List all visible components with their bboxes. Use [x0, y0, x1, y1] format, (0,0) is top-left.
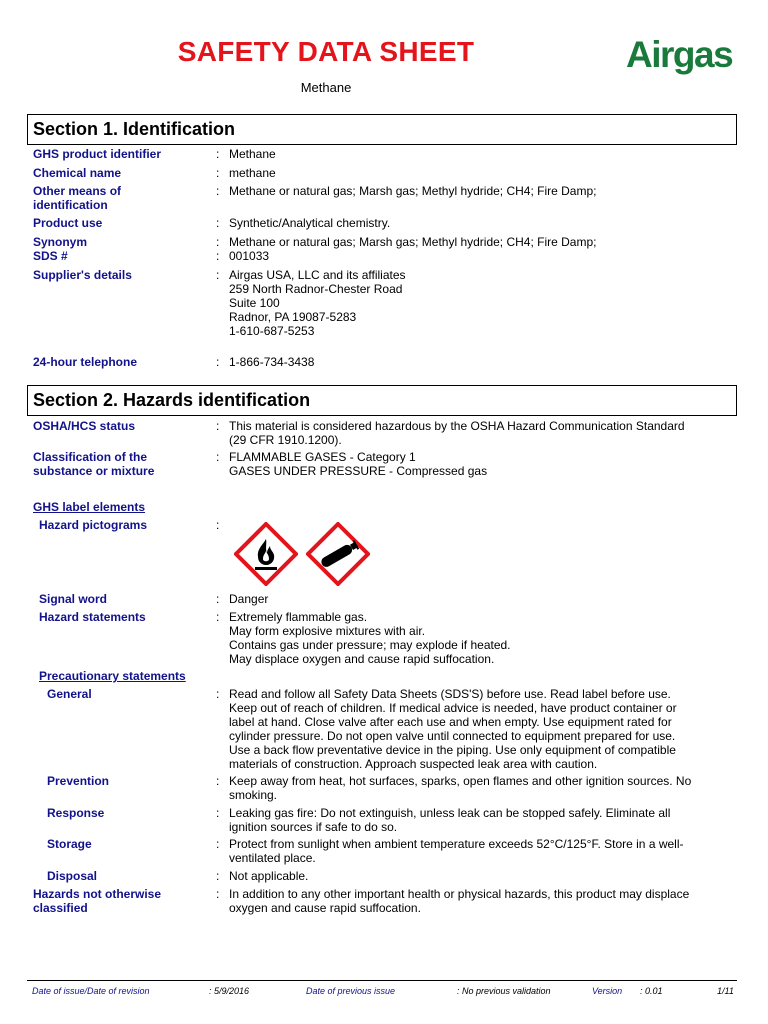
row-label: Prevention: [47, 774, 110, 788]
colon: :: [216, 610, 220, 624]
row-value: 001033: [229, 249, 270, 263]
value-line: Keep out of reach of children. If medical advice is needed, have product container or: [229, 701, 677, 715]
row-label: Signal word: [39, 592, 108, 606]
colon: :: [216, 147, 220, 161]
supplier-line: Airgas USA, LLC and its affiliates: [229, 268, 406, 282]
issue-date-value: : 5/9/2016: [209, 986, 250, 996]
row-label: Product use: [33, 216, 103, 230]
row-value: Synthetic/Analytical chemistry.: [229, 216, 391, 230]
value-line: smoking.: [229, 788, 278, 802]
supplier-line: Suite 100: [229, 296, 280, 310]
row-value: Danger: [229, 592, 269, 606]
colon: :: [216, 166, 220, 180]
value-line: oxygen and cause rapid suffocation.: [229, 901, 421, 915]
row-label: Disposal: [47, 869, 98, 883]
row-value: [229, 774, 739, 802]
flame-pictogram-icon: [234, 522, 298, 586]
value-line: In addition to any other important health or physical hazards, this product may displace: [229, 887, 690, 901]
colon: :: [216, 235, 220, 249]
value-line: Contains gas under pressure; may explode if heated.: [229, 638, 511, 652]
version-label: Version: [592, 986, 623, 996]
page-footer: [27, 980, 737, 997]
colon: :: [216, 216, 220, 230]
value-line: ignition sources if safe to do so.: [229, 820, 398, 834]
row-value: 1-866-734-3438: [229, 355, 315, 369]
row-value: [229, 806, 739, 834]
colon: :: [216, 249, 220, 263]
value-line: This material is considered hazardous by the OSHA Hazard Communication Standard: [229, 419, 685, 433]
section-1-heading: Section 1. Identification: [27, 114, 737, 145]
row-label: [33, 887, 213, 915]
row-value: [229, 687, 739, 771]
row-value: Methane or natural gas; Marsh gas; Methyl hydride; CH4; Fire Damp;: [229, 235, 597, 249]
row-label: OSHA/HCS status: [33, 419, 136, 433]
colon: :: [216, 869, 220, 883]
value-line: label at hand. Close valve after each use and when empty. Use equipment rated for: [229, 715, 672, 729]
version-value: : 0.01: [640, 986, 663, 996]
row-label: Chemical name: [33, 166, 122, 180]
page-number: 1/11: [717, 986, 734, 996]
row-label: Hazard pictograms: [39, 518, 148, 532]
row-value: Not applicable.: [229, 869, 309, 883]
row-label: Synonym: [33, 235, 88, 249]
value-line: May form explosive mixtures with air.: [229, 624, 426, 638]
colon: :: [216, 419, 220, 433]
subsection-label: Precautionary statements: [39, 669, 186, 683]
value-line: Extremely flammable gas.: [229, 610, 368, 624]
document-title: SAFETY DATA SHEET: [177, 36, 475, 67]
row-value: [229, 887, 739, 915]
label-line: substance or mixture: [33, 464, 155, 478]
colon: :: [216, 518, 220, 532]
label-line: Hazards not otherwise: [33, 887, 162, 901]
row-label: Hazard statements: [39, 610, 146, 624]
previous-issue-label: Date of previous issue: [306, 986, 396, 996]
gas-cylinder-pictogram-icon: [306, 522, 370, 586]
value-line: FLAMMABLE GASES - Category 1: [229, 450, 416, 464]
row-label: 24-hour telephone: [33, 355, 138, 369]
value-line: cylinder pressure. Do not open valve until connected to equipment prepared for use.: [229, 729, 676, 743]
value-line: Protect from sunlight when ambient temperature exceeds 52°C/125°F. Store in a well-: [229, 837, 684, 851]
row-value: [229, 268, 739, 338]
subsection-label: GHS label elements: [33, 500, 146, 514]
row-label: SDS #: [33, 249, 68, 263]
value-line: GASES UNDER PRESSURE - Compressed gas: [229, 464, 488, 478]
supplier-line: 1-610-687-5253: [229, 324, 315, 338]
row-value: [229, 419, 739, 447]
supplier-line: Radnor, PA 19087-5283: [229, 310, 357, 324]
colon: :: [216, 592, 220, 606]
product-name: Methane: [300, 80, 352, 95]
row-label: General: [47, 687, 92, 701]
row-value: [229, 837, 739, 865]
value-line: May displace oxygen and cause rapid suffocation.: [229, 652, 495, 666]
section-2-heading: Section 2. Hazards identification: [27, 385, 737, 416]
colon: :: [216, 887, 220, 901]
value-line: Read and follow all Safety Data Sheets (SDS'S) before use. Read label before use.: [229, 687, 671, 701]
row-value: [229, 610, 739, 666]
colon: :: [216, 806, 220, 820]
issue-date-label: Date of issue/Date of revision: [32, 986, 150, 996]
value-line: (29 CFR 1910.1200).: [229, 433, 342, 447]
colon: :: [216, 774, 220, 788]
value-line: materials of construction. Approach suspected leak area with caution.: [229, 757, 598, 771]
colon: :: [216, 687, 220, 701]
value-line: Leaking gas fire: Do not extinguish, unless leak can be stopped safely. Eliminate all: [229, 806, 671, 820]
value-line: Use a back flow preventative device in the piping. Use only equipment of compatible: [229, 743, 676, 757]
value-line: ventilated place.: [229, 851, 316, 865]
row-label: Storage: [47, 837, 92, 851]
value-line: Keep away from heat, hot surfaces, sparks, open flames and other ignition sources. No: [229, 774, 692, 788]
row-value: Methane: [229, 147, 276, 161]
colon: :: [216, 450, 220, 464]
row-label: [33, 450, 213, 478]
airgas-logo: Airgas: [626, 34, 733, 75]
row-label: Other means of identification: [33, 184, 122, 212]
row-label: GHS product identifier: [33, 147, 162, 161]
previous-issue-value: : No previous validation: [457, 986, 551, 996]
row-value: methane: [229, 166, 276, 180]
colon: :: [216, 355, 220, 369]
row-label: Supplier's details: [33, 268, 132, 282]
colon: :: [216, 184, 220, 198]
row-value: [229, 450, 739, 478]
supplier-line: 259 North Radnor-Chester Road: [229, 282, 403, 296]
label-line: classified: [33, 901, 88, 915]
label-line: Classification of the: [33, 450, 148, 464]
colon: :: [216, 268, 220, 282]
row-label: Response: [47, 806, 105, 820]
colon: :: [216, 837, 220, 851]
row-value: Methane or natural gas; Marsh gas; Methyl hydride; CH4; Fire Damp;: [229, 184, 597, 198]
